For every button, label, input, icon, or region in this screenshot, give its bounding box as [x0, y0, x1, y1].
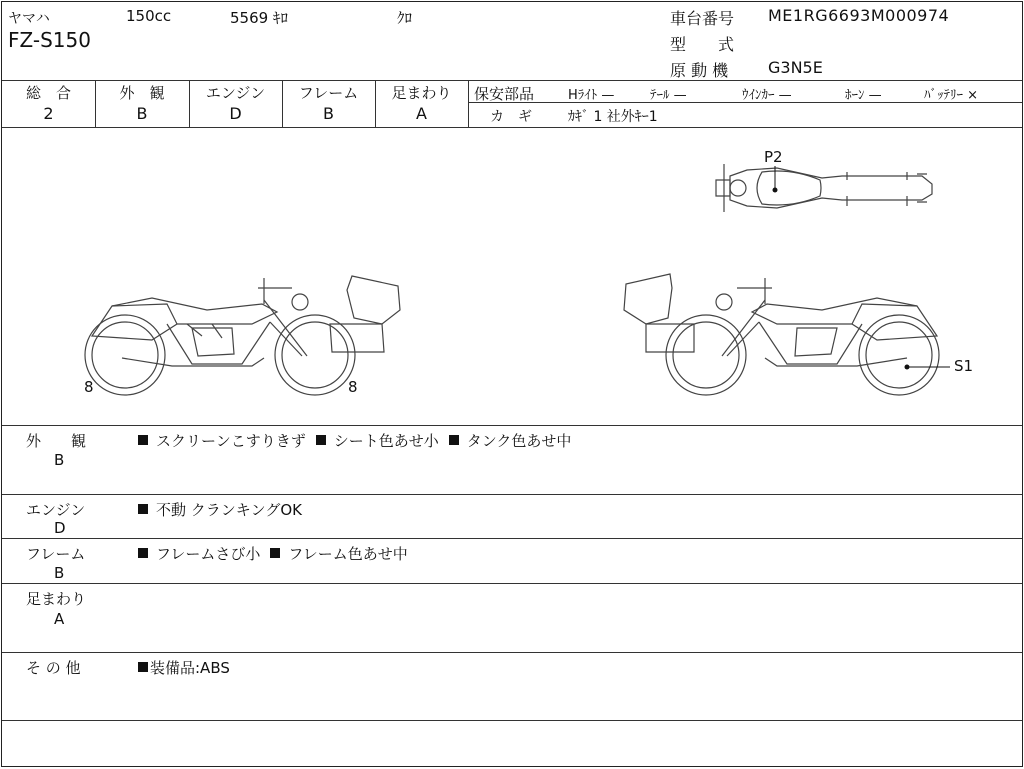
grade-header-suspension: 足まわり [391, 84, 452, 102]
marker-rear-tire-label: 8 [348, 378, 358, 396]
remark-label: そ の 他 [26, 659, 81, 677]
frame-number: ME1RG6693M000974 [768, 6, 950, 25]
grade-exterior: B [136, 104, 148, 123]
divider [2, 652, 1022, 653]
remark-item: タンク色あせ中 [466, 432, 572, 450]
bike-right-side-view [624, 274, 939, 395]
engine-code: G3N5E [768, 58, 823, 77]
bullet-square-icon [138, 548, 148, 558]
bullet-square-icon [270, 548, 280, 558]
grade-header-exterior: 外 観 [119, 84, 165, 102]
safety-tail: ﾃｰﾙ — [650, 88, 687, 103]
marker-p2-label: P2 [764, 148, 783, 166]
divider [2, 494, 1022, 495]
remark-grade: B [54, 451, 65, 469]
remark-item: フレームさび小 [156, 545, 261, 563]
bullet-square-icon [138, 504, 148, 514]
bullet-square-icon [316, 435, 326, 445]
maker: ヤマハ [8, 11, 50, 27]
inspection-sheet [1, 1, 1023, 767]
safety-battery: ﾊﾞｯﾃﾘｰ × [924, 88, 979, 103]
remark-item: スクリーンこすりきず [156, 432, 306, 450]
grade-suspension: A [416, 104, 427, 123]
remark-items [138, 543, 418, 564]
divider [2, 80, 1022, 81]
remark-item: 不動 クランキングOK [156, 501, 302, 519]
marker-s1-label: S1 [954, 357, 974, 375]
safety-horn: ﾎｰﾝ — [845, 88, 882, 103]
safety-winker: ｳｲﾝｶｰ — [742, 88, 792, 103]
remark-label: 外 観 [26, 432, 87, 450]
displacement: 150cc [126, 7, 172, 25]
remark-item: シート色あせ小 [333, 432, 439, 450]
key-label: カ ギ [490, 109, 532, 125]
mileage: 5569 ｷﾛ [230, 9, 288, 27]
remark-items [138, 499, 312, 520]
grade-header-frame: フレーム [298, 84, 359, 102]
model-name: FZ-S150 [8, 28, 91, 52]
bike-top-view [716, 164, 932, 212]
remark-label: 足まわり [26, 590, 87, 608]
remark-items [138, 657, 240, 678]
remark-item: フレーム色あせ中 [288, 545, 408, 563]
remark-grade: D [54, 519, 66, 537]
divider [2, 538, 1022, 539]
safety-label: 保安部品 [474, 85, 535, 103]
motorcycle-diagram [2, 128, 1022, 425]
remark-grade: B [54, 564, 65, 582]
grade-header-engine: エンジン [205, 84, 266, 102]
divider [2, 583, 1022, 584]
grade-overall: 2 [43, 104, 54, 123]
safety-headlight: Hﾗｲﾄ — [568, 88, 615, 103]
grade-frame: B [323, 104, 334, 123]
remark-item: 装備品:ABS [150, 659, 230, 677]
model-type-label: 型 式 [670, 35, 735, 54]
divider [2, 425, 1022, 426]
color: ｸﾛ [397, 9, 413, 27]
grade-engine: D [229, 104, 242, 123]
bullet-square-icon [449, 435, 459, 445]
remark-grade: A [54, 610, 65, 628]
engine-label: 原 動 機 [670, 61, 729, 80]
grade-header-overall: 総 合 [25, 84, 71, 102]
damage-diagram [2, 128, 1022, 425]
remark-label: エンジン [26, 501, 86, 519]
bullet-square-icon [138, 662, 148, 672]
divider [468, 80, 469, 127]
bullet-square-icon [138, 435, 148, 445]
divider [2, 720, 1022, 721]
remark-label: フレーム [26, 545, 86, 563]
remark-items [138, 430, 581, 451]
frame-number-label: 車台番号 [670, 9, 735, 28]
marker-front-tire-label: 8 [84, 378, 94, 396]
key-value: ｶｷﾞ 1 社外ｷｰ1 [568, 109, 658, 125]
